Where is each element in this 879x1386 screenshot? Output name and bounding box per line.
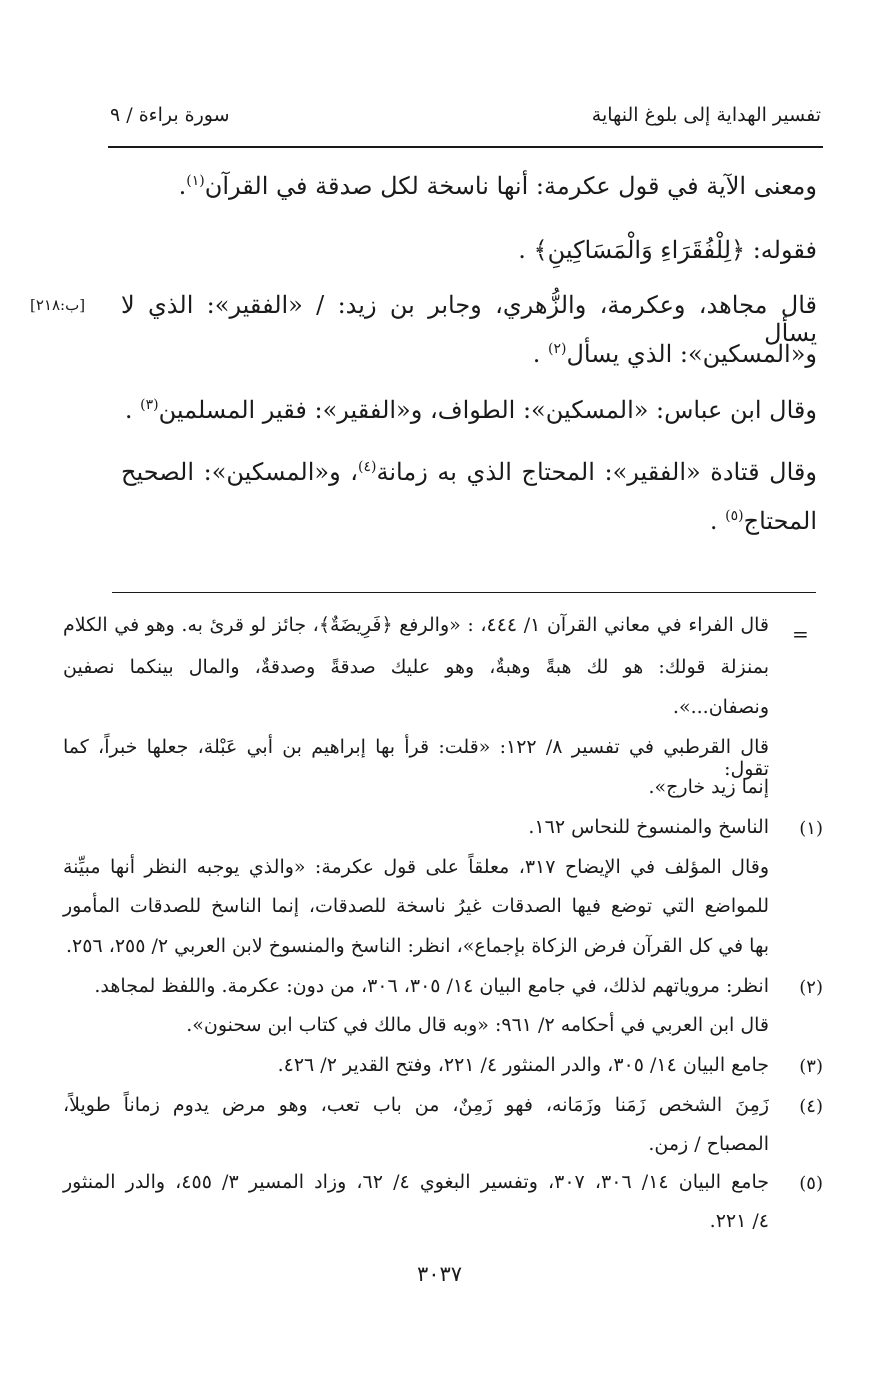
main-text-line-2 (518, 236, 817, 264)
footnote-line: الناسخ والمنسوخ للنحاس ١٦٢. (528, 816, 769, 838)
footnote-line: انظر: مروياتهم لذلك، في جامع البيان ١٤/ ٣٠٥، ٣٠٦، من دون: عكرمة. واللفظ لمجاهد. (94, 975, 769, 997)
punct: . (178, 172, 187, 200)
footnote-separator (112, 592, 816, 593)
main-text: وقال ابن عباس: «المسكين»: الطواف، و«الفقير»: فقير المسلمين (158, 396, 817, 424)
footnote-line: جامع البيان ١٤/ ٣٠٦، ٣٠٧، وتفسير البغوي ٤/ ٦٢، وزاد المسير ٣/ ٤٥٥، والدر المنثور (63, 1171, 769, 1193)
footnote-line: زَمِنَ الشخص زَمَنا وزَمَانه، فهو زَمِنٌ، من باب تعب، وهو مرض يدوم زماناً طويلاً، (63, 1094, 769, 1116)
footnote-number: (٢) (799, 977, 823, 998)
main-text-line-6 (121, 458, 817, 496)
footnote-line: ونصفان...». (672, 696, 769, 718)
main-text-line-3: قال مجاهد، وعكرمة، والزُّهري، وجابر بن زيد: / «الفقير»: الذي لا يسأل (121, 291, 817, 347)
running-header-surah: سورة براءة / ٩ (110, 104, 230, 126)
main-text: ، و«المسكين»: الصحيح (121, 458, 359, 486)
punct: . (124, 396, 141, 424)
quran-verse: ﴿لِلْفُقَرَاءِ وَالْمَسَاكِينِ﴾ (533, 236, 746, 264)
footnote-line: بها في كل القرآن فرض الزكاة بإجماع»، انظر: الناسخ والمنسوخ لابن العربي ٢/ ٢٥٥، ٢٥٦. (66, 935, 769, 957)
footnote-line: المصباح / زمن. (648, 1133, 769, 1155)
footnote-line: إنما زيد خارج». (648, 776, 769, 798)
footnote-line: جامع البيان ١٤/ ٣٠٥، والدر المنثور ٤/ ٢٢١، وفتح القدير ٢/ ٤٢٦. (277, 1054, 769, 1076)
manuscript-folio-marker: [ب:٢١٨] (30, 296, 86, 314)
continuation-mark: = (792, 622, 809, 646)
footnote-ref: (١) (186, 173, 205, 189)
main-text: و«المسكين»: الذي يسأل (566, 340, 817, 368)
footnote-line: قال القرطبي في تفسير ٨/ ١٢٢: «قلت: قرأ بها إبراهيم بن أبي عَبْلة، جعلها خبراً، كما تقول: (63, 736, 769, 780)
punct: . (709, 507, 726, 535)
punct: . (532, 340, 548, 368)
footnote-number: (١) (799, 818, 823, 839)
footnote-line: للمواضع التي توضع فيها الصدقات غيرُ ناسخة للصدقات، إنما الناسخ للصدقات المأمور (63, 895, 769, 917)
header-rule (108, 146, 823, 148)
footnote-line: ٤/ ٢٢١. (709, 1210, 769, 1232)
footnote-line: قال ابن العربي في أحكامه ٢/ ٩٦١: «وبه قال مالك في كتاب ابن سحنون». (186, 1014, 769, 1036)
footnote-line: قال الفراء في معاني القرآن ١/ ٤٤٤، : «والرفع ﴿فَرِيضَةٌ﴾، جائز لو قرئ به. وهو في الكلام (63, 614, 770, 636)
footnote-ref: (٤) (358, 459, 377, 475)
main-text: وقال قتادة «الفقير»: المحتاج الذي به زمانة (376, 458, 817, 486)
footnote-ref: (٣) (140, 397, 159, 413)
main-text-line-7 (710, 507, 817, 535)
main-text-line-4 (533, 340, 817, 368)
footnote-number: (٤) (799, 1096, 823, 1117)
running-header-book-title: تفسير الهداية إلى بلوغ النهاية (591, 104, 821, 126)
page-number: ٣٠٣٧ (416, 1262, 463, 1286)
footnote-ref: (٥) (725, 508, 744, 524)
main-text: . (518, 236, 534, 264)
main-text: فقوله: (745, 236, 817, 264)
main-text-line-5 (125, 396, 817, 424)
main-text: ومعنى الآية في قول عكرمة: أنها ناسخة لكل صدقة في القرآن (204, 172, 817, 200)
main-text-line-1 (179, 172, 817, 200)
footnote-line: وقال المؤلف في الإيضاح ٣١٧، معلقاً على قول عكرمة: «والذي يوجبه النظر أنها مبيِّنة (63, 856, 770, 878)
footnote-line: بمنزلة قولك: هو لك هبةً وهبةٌ، وهو عليك صدقةً وصدقةٌ، والمال بينكما نصفين (63, 656, 769, 678)
footnote-ref: (٢) (547, 341, 567, 357)
footnote-number: (٥) (799, 1173, 823, 1194)
main-text: المحتاج (743, 507, 817, 535)
footnote-number: (٣) (799, 1056, 823, 1077)
